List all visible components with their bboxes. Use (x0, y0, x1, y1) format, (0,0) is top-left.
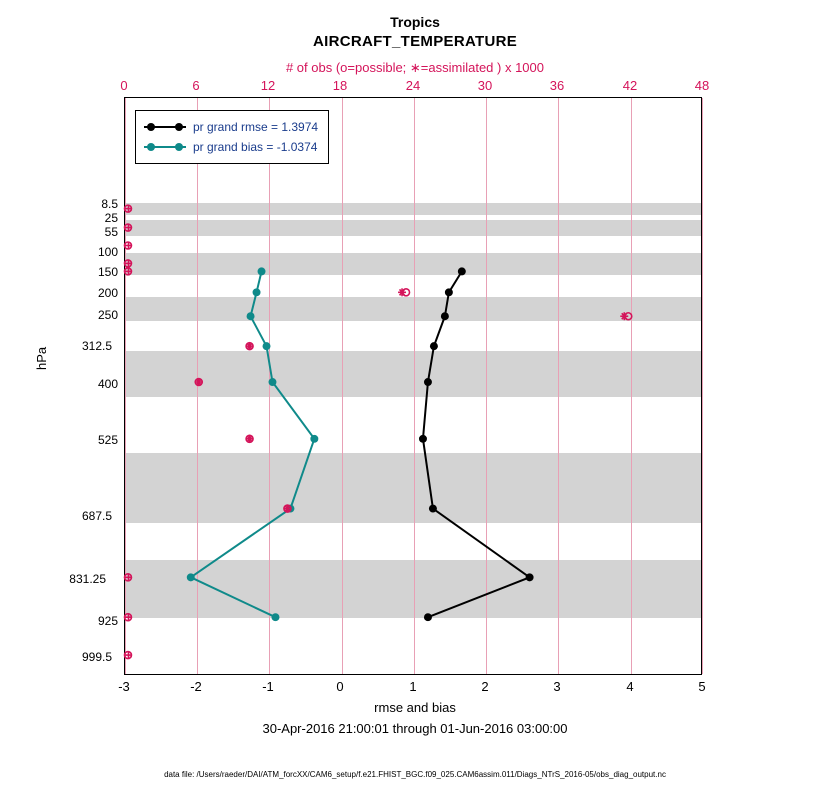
y-tick-999.5: 999.5 (81, 650, 112, 664)
top-tick-8: 48 (694, 78, 710, 93)
y-tick-100: 100 (97, 245, 118, 259)
x-tick-4: 1 (409, 679, 417, 694)
y-tick-150: 150 (97, 265, 118, 279)
variable-title: AIRCRAFT_TEMPERATURE (312, 33, 518, 50)
x-tick-6: 3 (553, 679, 561, 694)
top-tick-6: 36 (549, 78, 565, 93)
legend-label-rmse: pr grand rmse = 1.3974 (193, 120, 319, 134)
legend-line-rmse-icon (144, 121, 186, 133)
data-file-path: data file: /Users/raeder/DAI/ATM_forcXX/CAM6_setup/f.e21.FHIST_BGC.f09_025.CAM6assim.011/Diags_NTrS_2016-05/obs_diag_output.nc (164, 770, 666, 779)
series-bias-line (191, 271, 315, 617)
legend (135, 110, 329, 164)
x-tick-0: -3 (118, 679, 130, 694)
x-tick-3: 0 (336, 679, 344, 694)
y-tick-925: 925 (97, 614, 118, 628)
x-tick-1: -2 (190, 679, 202, 694)
date-range: 30-Apr-2016 21:00:01 through 01-Jun-2016 03:00:00 (262, 721, 568, 736)
top-tick-0: 0 (120, 78, 128, 93)
x-tick-5: 2 (481, 679, 489, 694)
legend-item-rmse (144, 117, 318, 137)
y-tick-400: 400 (97, 377, 118, 391)
y-tick-687.5: 687.5 (81, 509, 112, 523)
top-tick-2: 12 (260, 78, 276, 93)
gridline (702, 98, 703, 674)
y-tick-55: 55 (104, 225, 118, 239)
legend-label-bias: pr grand bias = -1.0374 (193, 140, 318, 154)
y-axis-label: hPa (34, 346, 49, 370)
top-tick-4: 24 (405, 78, 421, 93)
region-title: Tropics (390, 14, 440, 30)
legend-item-bias (144, 137, 318, 157)
top-tick-1: 6 (192, 78, 200, 93)
top-tick-5: 30 (477, 78, 493, 93)
series-rmse-line (423, 271, 530, 617)
y-tick-831.25: 831.25 (69, 572, 106, 586)
y-tick-200: 200 (97, 286, 118, 300)
top-axis-title: # of obs (o=possible; ∗=assimilated ) x 1000 (285, 60, 545, 75)
x-tick-8: 5 (698, 679, 706, 694)
y-tick-8.5: 8.5 (101, 197, 118, 211)
x-tick-2: -1 (262, 679, 274, 694)
series-obs-markers (125, 205, 632, 658)
top-tick-7: 42 (622, 78, 638, 93)
y-tick-250: 250 (97, 308, 118, 322)
y-tick-525: 525 (97, 433, 118, 447)
plot-area (124, 97, 702, 675)
x-axis-label: rmse and bias (374, 700, 456, 715)
data-layer (125, 98, 701, 674)
y-tick-25: 25 (104, 211, 118, 225)
series-obs-assimilated-markers (125, 205, 628, 659)
x-tick-7: 4 (626, 679, 634, 694)
top-tick-3: 18 (332, 78, 348, 93)
y-tick-312.5: 312.5 (81, 339, 112, 353)
legend-line-bias-icon (144, 141, 186, 153)
